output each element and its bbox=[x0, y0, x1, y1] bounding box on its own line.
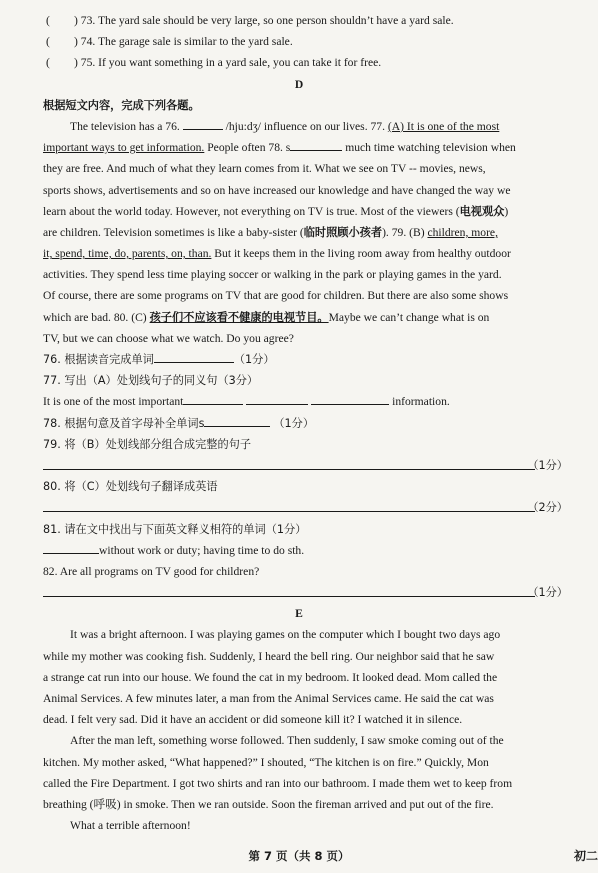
question-80-label: 80. 将（C）处划线句子翻译成英语 bbox=[43, 480, 218, 494]
passage-line: The television has a 76. /hju:dʒ/ influence on our lives. 77. (A) It is one of the most bbox=[0, 116, 598, 137]
passage-e-line: a strange cat run into our house. We found the cat in my bedroom. It looked dead. Mom called the bbox=[43, 670, 498, 684]
answer-blank-77b[interactable] bbox=[246, 391, 308, 405]
passage-line: important ways to get information. People often 78. s much time watching television when bbox=[0, 137, 598, 158]
answer-paren-open[interactable]: ( bbox=[46, 35, 50, 49]
question-79-label: 79. 将（B）处划线部分组合成完整的句子 bbox=[43, 437, 252, 451]
question-81-label: 81. 请在文中找出与下面英文释义相符的单词（1分） bbox=[43, 522, 307, 536]
answer-blank-77c[interactable] bbox=[311, 391, 389, 405]
grade-label: 初二 bbox=[573, 849, 598, 863]
section-e-heading: E bbox=[295, 607, 303, 621]
section-d-heading: D bbox=[294, 77, 304, 91]
question-81-line: without work or duty; having time to do sth. bbox=[0, 540, 598, 561]
passage-line: learn about the world today. However, not everything on TV is true. Most of the viewers (电视观众) bbox=[43, 204, 509, 218]
passage-line: Of course, there are some programs on TV that are good for children. But there are also some shows bbox=[43, 289, 509, 303]
passage-line: are children. Television sometimes is like a baby-sister (临时照顾小孩者). 79. (B) children, more, bbox=[43, 225, 498, 239]
passage-e-line: while my mother was cooking fish. Suddenly, I heard the bell ring. Our neighbor said that he saw bbox=[43, 649, 495, 663]
passage-e-line: breathing (呼吸) in smoke. Then we ran outside. Soon the fireman arrived and put out of the fire. bbox=[43, 797, 494, 811]
tf-item-75: ( ) 75. If you want something in a yard sale, you can take it for free. bbox=[0, 52, 598, 73]
question-80-answer: （2分） bbox=[0, 497, 598, 518]
answer-blank-77a[interactable] bbox=[183, 391, 243, 405]
blank-76-inline bbox=[183, 116, 223, 130]
underlined-sentence-a: (A) It is one of the most bbox=[387, 119, 500, 133]
underlined-words-b-cont: it, spend, time, do, parents, on, than. bbox=[43, 247, 212, 261]
question-76: 76. 根据读音完成单词 （1分） bbox=[0, 349, 598, 370]
passage-e-line: Animal Services. A few minutes later, a man from the Animal Services came. He said the cat was bbox=[43, 692, 494, 705]
page-footer bbox=[0, 846, 598, 866]
passage-e-line: kitchen. My mother asked, “What happened?” I shouted, “The kitchen is on fire.” Quickly, Mon bbox=[43, 755, 489, 769]
passage-e-line: After the man left, something worse followed. Then suddenly, I saw smoke coming out of the bbox=[70, 734, 504, 748]
answer-blank-81[interactable] bbox=[43, 540, 99, 554]
tf-item-73: ( ) 73. The yard sale should be very large, so one person shouldn’t have a yard sale. bbox=[0, 10, 598, 31]
underlined-sentence-c: 孩子们不应该看不健康的电视节目。 bbox=[149, 310, 329, 324]
question-77-label: 77. 写出（A）处划线句子的同义句（3分） bbox=[43, 374, 259, 388]
underlined-words-b: children, more, bbox=[427, 225, 498, 239]
underlined-sentence-a-cont: important ways to get information. bbox=[43, 141, 205, 155]
blank-78-inline bbox=[290, 137, 342, 151]
answer-blank-78[interactable] bbox=[204, 413, 270, 427]
answer-blank-76[interactable] bbox=[154, 349, 234, 363]
passage-line: it, spend, time, do, parents, on, than. But it keeps them in the living room away from healthy outdoor bbox=[43, 247, 511, 261]
passage-line: TV, but we can choose what we watch. Do you agree? bbox=[43, 331, 294, 345]
answer-line-80[interactable] bbox=[43, 497, 535, 512]
answer-paren-open[interactable]: ( bbox=[46, 56, 50, 70]
passage-line: activities. They spend less time playing soccer or walking in the park or playing games in the yard. bbox=[43, 268, 502, 282]
question-82-answer: （1分） bbox=[0, 582, 598, 603]
passage-e-line: What a terrible afternoon! bbox=[70, 819, 191, 833]
page-number: 第 7 页（共 8 页） bbox=[248, 849, 350, 863]
passage-line: which are bad. 80. (C) 孩子们不应该看不健康的电视节目。Maybe we can’t change what is on bbox=[43, 310, 490, 324]
passage-e-line: called the Fire Department. I got two shirts and ran into our bathroom. I made them wet to keep from bbox=[43, 776, 513, 790]
passage-line: sports shows, advertisements and so on have increased our knowledge and have changed the way we bbox=[43, 183, 511, 197]
exam-page bbox=[0, 10, 598, 836]
question-82-label: 82. Are all programs on TV good for children? bbox=[43, 564, 260, 578]
passage-e-line: It was a bright afternoon. I was playing games on the computer which I bought two days ago bbox=[70, 628, 501, 642]
answer-paren-open[interactable]: ( bbox=[46, 14, 50, 27]
passage-line: they are free. And much of what they learn comes from it. What we see on TV -- movies, news, bbox=[43, 162, 486, 176]
question-79-answer: （1分） bbox=[0, 455, 598, 476]
answer-line-79[interactable] bbox=[43, 455, 535, 470]
question-77-line: It is one of the most important information. bbox=[0, 391, 598, 412]
question-78: 78. 根据句意及首字母补全单词s （1分） bbox=[0, 413, 598, 434]
passage-e-line: dead. I felt very sad. Did it have an accident or did someone kill it? I watched it in silence. bbox=[43, 713, 463, 727]
answer-line-82[interactable] bbox=[43, 582, 535, 597]
tf-item-74: ( ) 74. The garage sale is similar to the yard sale. bbox=[0, 31, 598, 52]
section-d-instruction: 根据短文内容，完成下列各题。 bbox=[43, 98, 200, 112]
